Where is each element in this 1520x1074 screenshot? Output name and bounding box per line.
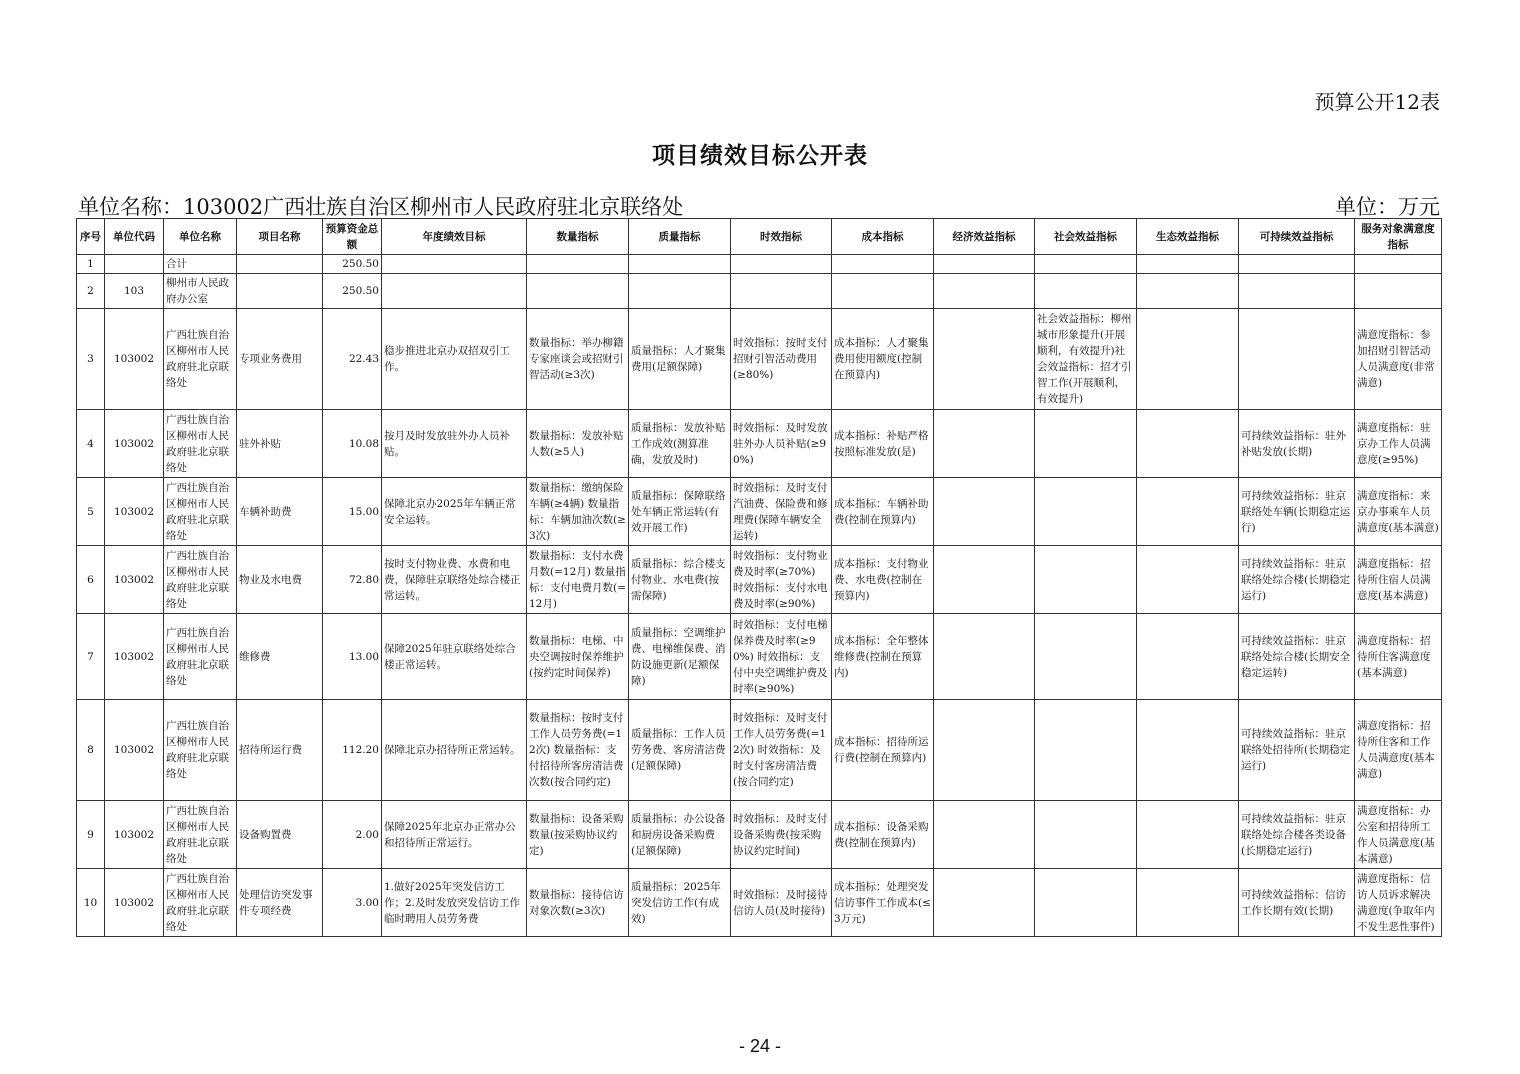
cell-ecological [1137,700,1239,801]
cell-quantity: 数量指标：发放补贴人数(≥5人) [527,410,629,478]
cell-unit-code [105,255,164,274]
cell-ecological [1137,801,1239,869]
cell-ecological [1137,478,1239,546]
cell-unit-name: 广西壮族自治区柳州市人民政府驻北京联络处 [164,478,237,546]
cell-economic [934,869,1035,937]
cell-sustainable: 可持续效益指标：信访工作长期有效(长期) [1239,869,1355,937]
cell-satisfaction: 满意度指标：招待所住客和工作人员满意度(基本满意) [1355,700,1442,801]
cell-quality: 质量指标：空调维护费、电梯维保费、消防设施更新(足额保障) [629,614,731,700]
cell-unit-code: 103002 [105,801,164,869]
cell-project-name: 处理信访突发事件专项经费 [237,869,323,937]
column-header: 质量指标 [629,219,731,255]
table-row [77,478,1442,546]
column-header: 单位代码 [105,219,164,255]
cell-timeliness: 时效指标：及时发放驻外办人员补贴(≥90%) [731,410,832,478]
cell-economic [934,255,1035,274]
cell-cost: 成本指标：支付物业费、水电费(控制在预算内) [832,546,934,614]
cell-economic [934,614,1035,700]
column-header: 序号 [77,219,105,255]
cell-quality: 质量指标：综合楼支付物业、水电费(按需保障) [629,546,731,614]
cell-cost [832,274,934,309]
cell-timeliness: 时效指标：支付电梯保养费及时率(≥90%) 时效指标：支付中央空调维护费及时率(≥90%) [731,614,832,700]
cell-satisfaction: 满意度指标：招待所住客满意度(基本满意) [1355,614,1442,700]
cell-economic [934,410,1035,478]
cell-economic [934,478,1035,546]
cell-cost: 成本指标：补贴严格按照标准发放(是) [832,410,934,478]
cell-satisfaction: 满意度指标：信访人员诉求解决满意度(争取年内不发生恶性事件) [1355,869,1442,937]
cell-economic [934,700,1035,801]
cell-cost: 成本指标：车辆补助费(控制在预算内) [832,478,934,546]
cell-index: 7 [77,614,105,700]
cell-social [1035,546,1137,614]
cell-unit-name: 广西壮族自治区柳州市人民政府驻北京联络处 [164,614,237,700]
table-row [77,614,1442,700]
cell-annual-goal [382,255,527,274]
cell-annual-goal: 按月及时发放驻外办人员补贴。 [382,410,527,478]
cell-project-name: 驻外补贴 [237,410,323,478]
cell-timeliness: 时效指标：及时支付汽油费、保险费和修理费(保障车辆安全运转) [731,478,832,546]
cell-satisfaction: 满意度指标：招待所住宿人员满意度(基本满意) [1355,546,1442,614]
cell-social [1035,614,1137,700]
cell-ecological [1137,309,1239,410]
cell-quality: 质量指标：办公设备和厨房设备采购费(足额保障) [629,801,731,869]
table-row [77,700,1442,801]
cell-quality: 质量指标：保障联络处车辆正常运转(有效开展工作) [629,478,731,546]
cell-cost: 成本指标：全年整体维修费(控制在预算内) [832,614,934,700]
cell-social [1035,255,1137,274]
cell-budget: 3.00 [323,869,382,937]
page-number: - 24 - [738,1036,781,1056]
cell-quantity: 数量指标：举办柳籍专家座谈会或招财引智活动(≥3次) [527,309,629,410]
cell-unit-code: 103002 [105,410,164,478]
cell-sustainable: 可持续效益指标：驻京联络处车辆(长期稳定运行) [1239,478,1355,546]
cell-unit-name: 广西壮族自治区柳州市人民政府驻北京联络处 [164,410,237,478]
cell-timeliness: 时效指标：支付物业费及时率(≥70%) 时效指标：支付水电费及时率(≥90%) [731,546,832,614]
cell-annual-goal [382,274,527,309]
cell-unit-code: 103 [105,274,164,309]
cell-ecological [1137,614,1239,700]
cell-index: 6 [77,546,105,614]
table-row [77,274,1442,309]
cell-social [1035,274,1137,309]
cell-quality: 质量指标：发放补贴工作成效(测算准确，发放及时) [629,410,731,478]
cell-annual-goal: 稳步推进北京办双招双引工作。 [382,309,527,410]
cell-budget: 10.08 [323,410,382,478]
cell-annual-goal: 1.做好2025年突发信访工作；2.及时发放突发信访工作临时聘用人员劳务费 [382,869,527,937]
cell-sustainable [1239,274,1355,309]
cell-project-name: 车辆补助费 [237,478,323,546]
cell-cost: 成本指标：设备采购费(控制在预算内) [832,801,934,869]
cell-unit-code: 103002 [105,546,164,614]
cell-project-name: 设备购置费 [237,801,323,869]
cell-ecological [1137,869,1239,937]
cell-project-name: 招待所运行费 [237,700,323,801]
cell-index: 2 [77,274,105,309]
cell-project-name [237,274,323,309]
cell-social [1035,410,1137,478]
cell-quality: 质量指标：2025年突发信访工作(有成效) [629,869,731,937]
cell-quality [629,274,731,309]
cell-unit-code: 103002 [105,614,164,700]
cell-quality: 质量指标：工作人员劳务费、客房清洁费(足额保障) [629,700,731,801]
cell-budget: 250.50 [323,274,382,309]
cell-ecological [1137,274,1239,309]
cell-social [1035,700,1137,801]
cell-annual-goal: 按时支付物业费、水费和电费，保障驻京联络处综合楼正常运转。 [382,546,527,614]
table-row [77,309,1442,410]
cell-sustainable: 可持续效益指标：驻外补贴发放(长期) [1239,410,1355,478]
cell-unit-name: 广西壮族自治区柳州市人民政府驻北京联络处 [164,700,237,801]
cell-annual-goal: 保障2025年北京办正常办公和招待所正常运行。 [382,801,527,869]
table-row [77,869,1442,937]
cell-social [1035,478,1137,546]
cell-quantity: 数量指标：设备采购数量(按采购协议约定) [527,801,629,869]
cell-sustainable [1239,309,1355,410]
cell-economic [934,546,1035,614]
cell-unit-name: 广西壮族自治区柳州市人民政府驻北京联络处 [164,801,237,869]
cell-ecological [1137,546,1239,614]
cell-cost: 成本指标：人才聚集费用使用额度(控制在预算内) [832,309,934,410]
cell-quality: 质量指标：人才聚集费用(足额保障) [629,309,731,410]
cell-project-name [237,255,323,274]
cell-unit-name: 合计 [164,255,237,274]
cell-timeliness: 时效指标：按时支付招财引智活动费用(≥80%) [731,309,832,410]
cell-cost [832,255,934,274]
cell-index: 1 [77,255,105,274]
cell-quantity: 数量指标：缴纳保险车辆(≥4辆) 数量指标：车辆加油次数(≥3次) [527,478,629,546]
cell-timeliness: 时效指标：及时接待信访人员(及时接待) [731,869,832,937]
cell-annual-goal: 保障北京办2025年车辆正常安全运转。 [382,478,527,546]
cell-quantity: 数量指标：支付水费月数(=12月) 数量指标：支付电费月数(=12月) [527,546,629,614]
cell-satisfaction: 满意度指标：办公室和招待所工作人员满意度(基本满意) [1355,801,1442,869]
cell-quantity: 数量指标：电梯、中央空调按时保养维护(按约定时间保养) [527,614,629,700]
cell-social [1035,801,1137,869]
cell-unit-name: 广西壮族自治区柳州市人民政府驻北京联络处 [164,546,237,614]
cell-budget: 72.80 [323,546,382,614]
cell-ecological [1137,255,1239,274]
form-number: 预算公开12表 [1314,90,1440,114]
table-row [77,255,1442,274]
cell-ecological [1137,410,1239,478]
cell-timeliness: 时效指标：及时支付设备采购费(按采购协议约定时间) [731,801,832,869]
cell-quantity [527,255,629,274]
column-header: 时效指标 [731,219,832,255]
cell-sustainable: 可持续效益指标：驻京联络处招待所(长期稳定运行) [1239,700,1355,801]
page-title: 项目绩效目标公开表 [652,142,868,169]
column-header: 数量指标 [527,219,629,255]
cell-satisfaction: 满意度指标：驻京办工作人员满意度(≥95%) [1355,410,1442,478]
cell-sustainable: 可持续效益指标：驻京联络处综合楼(长期安全稳定运转) [1239,614,1355,700]
cell-unit-code: 103002 [105,869,164,937]
cell-social [1035,869,1137,937]
cell-timeliness: 时效指标：及时支付工作人员劳务费(=12次) 时效指标：及时支付客房清洁费(按合同约定) [731,700,832,801]
unit-label: 单位：万元 [1335,195,1440,219]
cell-quality [629,255,731,274]
table-row [77,410,1442,478]
cell-timeliness [731,274,832,309]
table-row [77,546,1442,614]
cell-satisfaction: 满意度指标：来京办事乘车人员满意度(基本满意) [1355,478,1442,546]
cell-budget: 112.20 [323,700,382,801]
cell-project-name: 物业及水电费 [237,546,323,614]
cell-unit-name: 广西壮族自治区柳州市人民政府驻北京联络处 [164,869,237,937]
column-header: 经济效益指标 [934,219,1035,255]
column-header: 单位名称 [164,219,237,255]
cell-quantity: 数量指标：接待信访对象次数(≥3次) [527,869,629,937]
cell-index: 10 [77,869,105,937]
cell-index: 9 [77,801,105,869]
column-header: 社会效益指标 [1035,219,1137,255]
column-header: 生态效益指标 [1137,219,1239,255]
cell-sustainable: 可持续效益指标：驻京联络处综合楼各类设备(长期稳定运行) [1239,801,1355,869]
cell-budget: 15.00 [323,478,382,546]
table-header-row [77,219,1442,255]
cell-sustainable: 可持续效益指标：驻京联络处综合楼(长期稳定运行) [1239,546,1355,614]
cell-quantity: 数量指标：按时支付工作人员劳务费(=12次) 数量指标：支付招待所客房清洁费次数(按合同约定) [527,700,629,801]
cell-index: 5 [77,478,105,546]
cell-unit-name: 广西壮族自治区柳州市人民政府驻北京联络处 [164,309,237,410]
table-row [77,801,1442,869]
cell-sustainable [1239,255,1355,274]
cell-unit-code: 103002 [105,478,164,546]
column-header: 可持续效益指标 [1239,219,1355,255]
cell-economic [934,309,1035,410]
cell-index: 3 [77,309,105,410]
cell-satisfaction: 满意度指标：参加招财引智活动人员满意度(非常满意) [1355,309,1442,410]
cell-budget: 22.43 [323,309,382,410]
cell-budget: 13.00 [323,614,382,700]
cell-project-name: 维修费 [237,614,323,700]
cell-annual-goal: 保障2025年驻京联络处综合楼正常运转。 [382,614,527,700]
cell-unit-name: 柳州市人民政府办公室 [164,274,237,309]
cell-budget: 250.50 [323,255,382,274]
cell-annual-goal: 保障北京办招待所正常运转。 [382,700,527,801]
unit-name: 单位名称：103002广西壮族自治区柳州市人民政府驻北京联络处 [78,195,684,219]
cell-timeliness [731,255,832,274]
column-header: 成本指标 [832,219,934,255]
cell-index: 4 [77,410,105,478]
cell-unit-code: 103002 [105,309,164,410]
cell-satisfaction [1355,274,1442,309]
cell-social: 社会效益指标：柳州城市形象提升(开展顺利，有效提升)社会效益指标：招才引智工作(开展顺利，有效提升) [1035,309,1137,410]
cell-economic [934,274,1035,309]
cell-economic [934,801,1035,869]
column-header: 项目名称 [237,219,323,255]
column-header: 年度绩效目标 [382,219,527,255]
column-header: 服务对象满意度指标 [1355,219,1442,255]
cell-unit-code: 103002 [105,700,164,801]
cell-cost: 成本指标：处理突发信访事件工作成本(≤3万元) [832,869,934,937]
performance-table [76,218,1442,937]
cell-cost: 成本指标：招待所运行费(控制在预算内) [832,700,934,801]
cell-index: 8 [77,700,105,801]
cell-quantity [527,274,629,309]
column-header: 预算资金总额 [323,219,382,255]
cell-project-name: 专项业务费用 [237,309,323,410]
cell-budget: 2.00 [323,801,382,869]
cell-satisfaction [1355,255,1442,274]
